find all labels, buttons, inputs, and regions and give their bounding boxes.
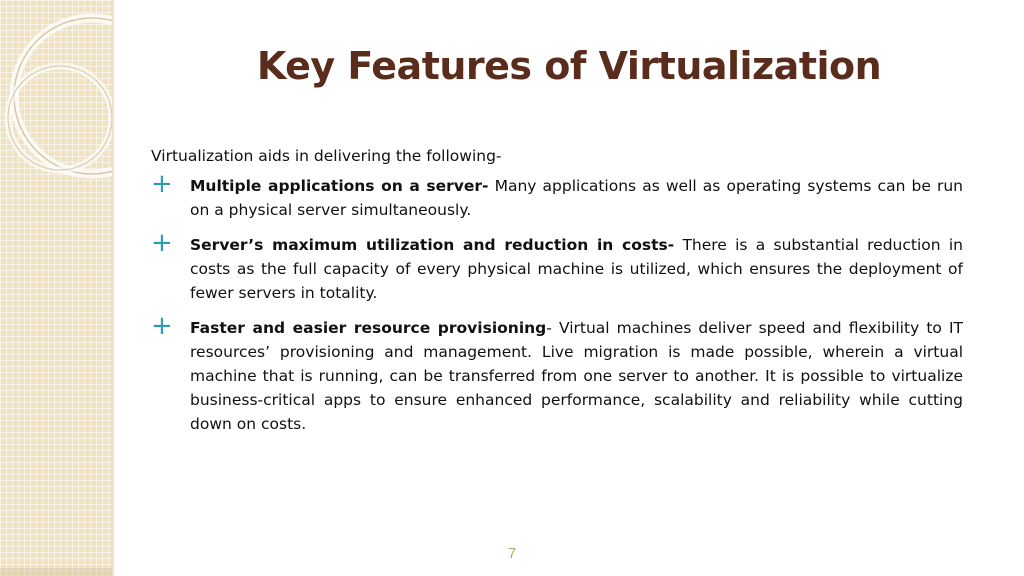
decorative-side-panel [0,0,114,576]
slide-title: Key Features of Virtualization [256,44,882,88]
page-number: 7 [507,545,517,562]
bullet-item [151,169,963,222]
plus-bullet-icon: + [151,228,173,258]
bullet-item [151,311,963,436]
plus-bullet-icon: + [151,311,173,341]
bullet-heading: Server’s maximum utilization and reduction in costs- [190,236,675,254]
plus-bullet-icon: + [151,169,173,199]
slide-body [151,144,963,447]
bullet-heading: Multiple applications on a server- [190,177,489,195]
bullet-text: - Virtual machines deliver speed and flexibility to IT resources’ provisioning and management. Live migration is made possible, wherein a virtual machine that is running, can be transferred from one server to another. It is possible to virtualize business-critical apps to ensure enhanced performance, scalability and reliability while cutting down on costs. [190,319,963,433]
side-panel-bottom-band [0,568,114,576]
bullet-text: Many applications as well as operating systems can be run on a physical server simultaneously. [190,177,963,219]
decorative-rings [0,0,114,260]
bullet-item [151,228,963,305]
bullet-heading: Faster and easier resource provisioning [190,319,547,337]
bullet-text: There is a substantial reduction in costs as the full capacity of every physical machine is utilized, which ensures the deployment of fewer servers in totality. [190,236,963,302]
intro-text: Virtualization aids in delivering the following- [151,147,502,165]
